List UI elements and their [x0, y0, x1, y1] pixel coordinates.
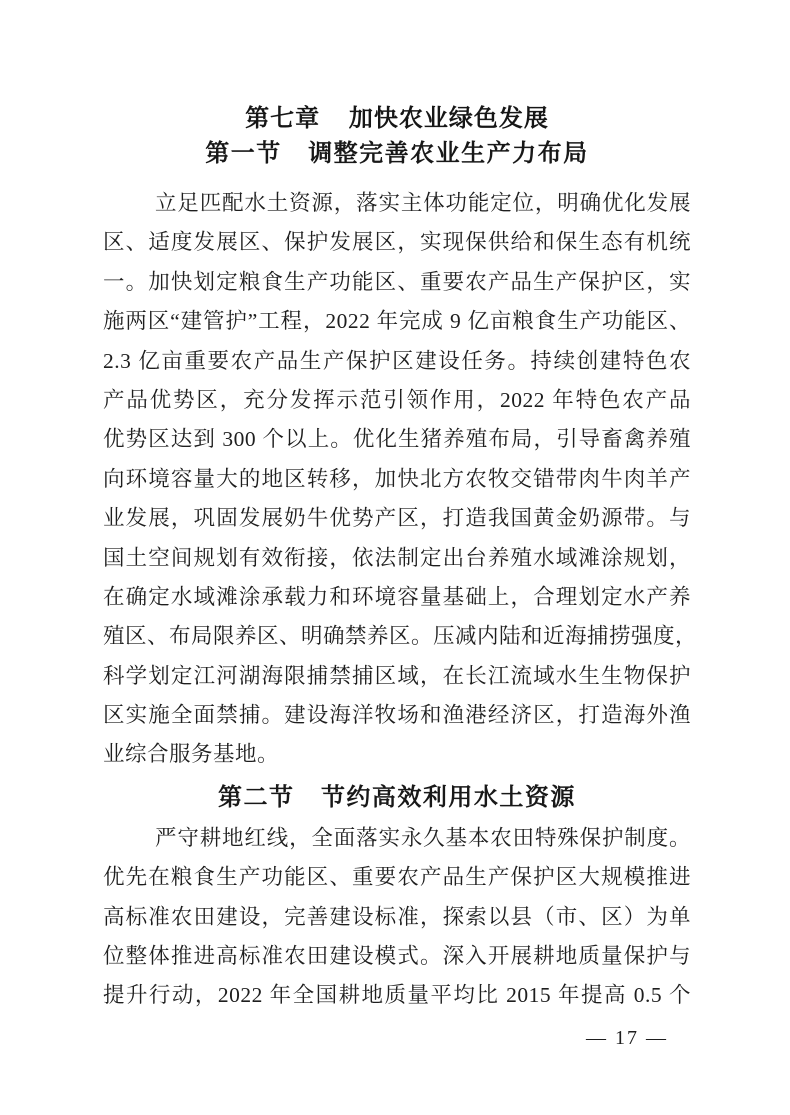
paragraph-1 [103, 184, 698, 775]
text-line: 国土空间规划有效衔接，依法制定出台养殖水域滩涂规划， [103, 545, 691, 570]
text-line: 提升行动，2022 年全国耕地质量平均比 2015 年提高 0.5 个 [103, 983, 691, 1008]
text-line: 殖区、布局限养区、明确禁养区。压减内陆和近海捕捞强度， [103, 624, 698, 649]
section1-title: 调整完善农业生产力布局 [308, 141, 589, 167]
paragraph1-last-line: 业综合服务基地。 [103, 742, 280, 767]
section1-heading [103, 138, 691, 170]
chapter-title: 加快农业绿色发展 [348, 105, 549, 132]
text-line: 区、适度发展区、保护发展区，实现保供给和保生态有机统 [103, 230, 691, 255]
text-line: 高标准农田建设，完善建设标准，探索以县（市、区）为单 [103, 904, 691, 929]
chapter-number: 第七章 [245, 105, 321, 132]
page-number: — 17 — [586, 1027, 668, 1049]
section2-number: 第二节 [218, 784, 295, 811]
text-block [103, 0, 698, 1016]
text-line: 产品优势区，充分发挥示范引领作用，2022 年特色农产品 [103, 387, 691, 412]
paragraph2-first-line: 严守耕地红线，全面落实永久基本农田特殊保护制度。 [155, 825, 691, 850]
section2-title: 节约高效利用水土资源 [320, 784, 576, 811]
text-line: 业发展，巩固发展奶牛优势产区，打造我国黄金奶源带。与 [103, 506, 691, 531]
section2-heading [103, 782, 691, 814]
text-line: 向环境容量大的地区转移，加快北方农牧交错带肉牛肉羊产 [103, 466, 691, 491]
paragraph-2 [103, 819, 691, 1016]
text-line: 2.3 亿亩重要农产品生产保护区建设任务。持续创建特色农 [103, 348, 691, 373]
text-line: 一。加快划定粮食生产功能区、重要农产品生产保护区，实 [103, 269, 691, 294]
paragraph1-first-line: 立足匹配水土资源，落实主体功能定位，明确优化发展 [155, 191, 691, 215]
section1-number: 第一节 [205, 141, 282, 167]
text-line: 在确定水域滩涂承载力和环境容量基础上，合理划定水产养 [103, 584, 691, 609]
text-line: 施两区“建管护”工程，2022 年完成 9 亿亩粮食生产功能区、 [103, 309, 691, 334]
text-line: 区实施全面禁捕。建设海洋牧场和渔港经济区，打造海外渔 [103, 703, 691, 728]
text-line: 位整体推进高标准农田建设模式。深入开展耕地质量保护与 [103, 944, 691, 969]
text-line: 优势区达到 300 个以上。优化生猪养殖布局，引导畜禽养殖 [103, 427, 691, 452]
chapter-heading [103, 0, 691, 134]
text-line: 优先在粮食生产功能区、重要农产品生产保护区大规模推进 [103, 865, 691, 890]
text-line: 科学划定江河湖海限捕禁捕区域，在长江流域水生生物保护 [103, 663, 691, 688]
